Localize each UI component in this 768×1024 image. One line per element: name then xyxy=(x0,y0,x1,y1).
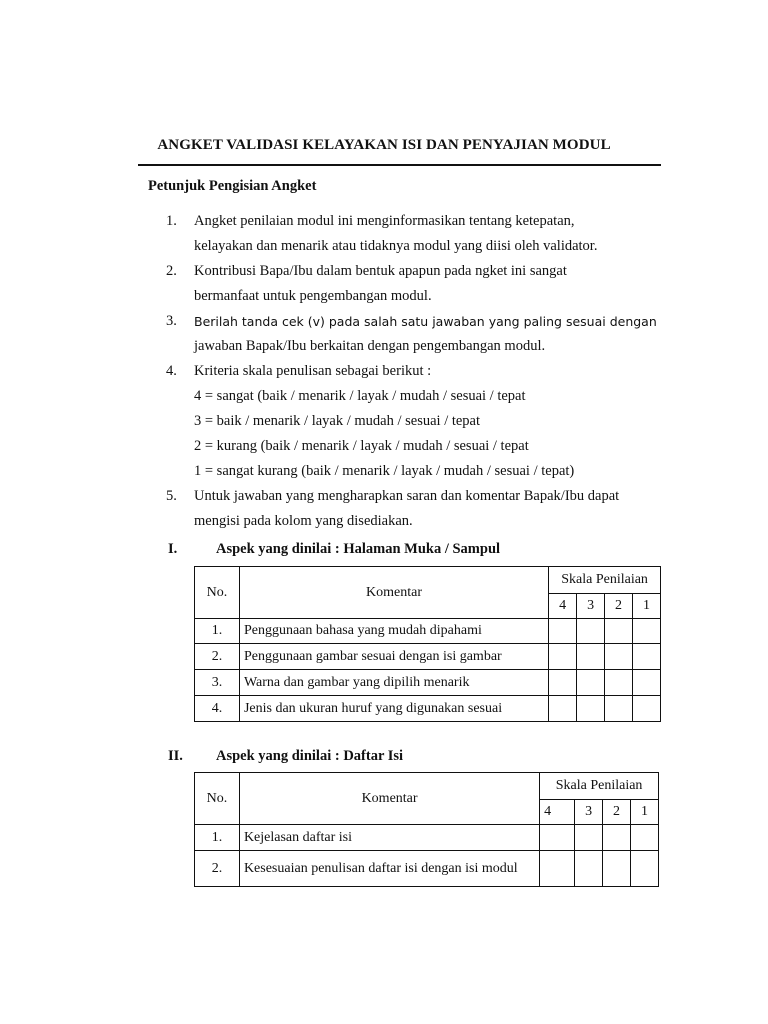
rating-cell-4[interactable] xyxy=(549,619,577,644)
rating-cell-3[interactable] xyxy=(577,696,605,722)
rating-cell-4[interactable] xyxy=(549,670,577,696)
rating-cell-4[interactable] xyxy=(549,696,577,722)
instruction-text: bermanfaat untuk pengembangan modul. xyxy=(194,288,432,304)
rating-cell-2[interactable] xyxy=(603,851,631,887)
table-row xyxy=(195,851,659,887)
instruction-text: kelayakan dan menarik atau tidaknya modul yang diisi oleh validator. xyxy=(194,238,598,254)
scale-value: 3 xyxy=(575,800,603,825)
rating-cell-3[interactable] xyxy=(575,825,603,851)
rating-cell-3[interactable] xyxy=(577,644,605,670)
rating-cell-2[interactable] xyxy=(603,825,631,851)
rating-cell-1[interactable] xyxy=(633,619,661,644)
instruction-number: 5. xyxy=(166,488,177,504)
row-criterion: Warna dan gambar yang dipilih menarik xyxy=(239,670,548,696)
instructions-list xyxy=(166,209,666,534)
row-number: 4. xyxy=(195,696,240,722)
instruction-text: Untuk jawaban yang mengharapkan saran dan komentar Bapak/Ibu dapat xyxy=(194,488,620,504)
rating-cell-1[interactable] xyxy=(633,670,661,696)
scale-criterion: 2 = kurang (baik / menarik / layak / mudah / sesuai / tepat xyxy=(194,438,529,454)
rating-table-cover xyxy=(194,566,661,722)
rating-cell-1[interactable] xyxy=(631,825,659,851)
scale-value: 4 xyxy=(549,594,577,619)
rating-cell-2[interactable] xyxy=(605,696,633,722)
row-criterion: Jenis dan ukuran huruf yang digunakan sesuai xyxy=(239,696,548,722)
scale-value: 1 xyxy=(631,800,659,825)
row-number: 1. xyxy=(195,619,240,644)
rating-cell-4[interactable] xyxy=(540,825,575,851)
instructions-heading: Petunjuk Pengisian Angket xyxy=(148,178,317,194)
column-header-no: No. xyxy=(195,567,240,619)
instruction-item xyxy=(166,259,666,309)
rating-cell-2[interactable] xyxy=(605,644,633,670)
instruction-text: Berilah tanda cek (v) pada salah satu jawaban yang paling sesuai dengan xyxy=(194,314,657,329)
section-heading xyxy=(168,748,403,765)
row-number: 2. xyxy=(195,851,240,887)
scale-value: 2 xyxy=(605,594,633,619)
instruction-text: Kontribusi Bapa/Ibu dalam bentuk apapun pada ngket ini sangat xyxy=(194,263,567,279)
instruction-number: 4. xyxy=(166,363,177,379)
rating-cell-1[interactable] xyxy=(633,644,661,670)
section-title: Aspek yang dinilai : Daftar Isi xyxy=(216,748,404,764)
row-number: 2. xyxy=(195,644,240,670)
instruction-number: 1. xyxy=(166,213,177,229)
title-divider xyxy=(138,164,661,166)
scale-value: 3 xyxy=(577,594,605,619)
rating-cell-4[interactable] xyxy=(549,644,577,670)
rating-table-contents xyxy=(194,772,659,887)
column-header-comment: Komentar xyxy=(239,567,548,619)
scale-criterion: 1 = sangat kurang (baik / menarik / layak / mudah / sesuai / tepat) xyxy=(194,463,575,479)
rating-cell-2[interactable] xyxy=(605,619,633,644)
table-row xyxy=(195,619,661,644)
instruction-item xyxy=(166,209,666,259)
rating-cell-3[interactable] xyxy=(575,851,603,887)
scale-criterion: 3 = baik / menarik / layak / mudah / sesuai / tepat xyxy=(194,413,481,429)
column-header-comment: Komentar xyxy=(239,773,539,825)
row-criterion: Kesesuaian penulisan daftar isi dengan isi modul xyxy=(239,851,539,887)
instruction-item xyxy=(166,484,666,534)
rating-cell-2[interactable] xyxy=(605,670,633,696)
row-criterion: Kejelasan daftar isi xyxy=(239,825,539,851)
rating-cell-1[interactable] xyxy=(633,696,661,722)
instruction-item xyxy=(166,309,666,359)
instruction-text: Kriteria skala penulisan sebagai berikut : xyxy=(194,363,432,379)
rating-cell-4[interactable] xyxy=(540,851,575,887)
instruction-number: 2. xyxy=(166,263,177,279)
rating-cell-1[interactable] xyxy=(631,851,659,887)
column-header-no: No. xyxy=(195,773,240,825)
table-row xyxy=(195,644,661,670)
document-title: ANGKET VALIDASI KELAYAKAN ISI DAN PENYAJIAN MODUL xyxy=(157,137,611,153)
row-criterion: Penggunaan bahasa yang mudah dipahami xyxy=(239,619,548,644)
row-number: 1. xyxy=(195,825,240,851)
column-header-scale: Skala Penilaian xyxy=(540,773,659,800)
section-heading xyxy=(168,541,500,558)
instruction-number: 3. xyxy=(166,313,177,329)
rating-cell-3[interactable] xyxy=(577,670,605,696)
table-row xyxy=(195,696,661,722)
instruction-item xyxy=(166,359,666,484)
instruction-text: Angket penilaian modul ini menginformasikan tentang ketepatan, xyxy=(194,213,575,229)
column-header-scale: Skala Penilaian xyxy=(549,567,661,594)
scale-value: 1 xyxy=(633,594,661,619)
scale-value: 2 xyxy=(603,800,631,825)
section-number: I. xyxy=(168,541,178,557)
row-criterion: Penggunaan gambar sesuai dengan isi gambar xyxy=(239,644,548,670)
instruction-text: mengisi pada kolom yang disediakan. xyxy=(194,513,413,529)
table-row xyxy=(195,825,659,851)
section-number: II. xyxy=(168,748,183,764)
scale-criterion: 4 = sangat (baik / menarik / layak / mudah / sesuai / tepat xyxy=(194,388,526,404)
scale-value: 4 xyxy=(540,800,575,825)
section-title: Aspek yang dinilai : Halaman Muka / Sampul xyxy=(216,541,501,557)
row-number: 3. xyxy=(195,670,240,696)
rating-cell-3[interactable] xyxy=(577,619,605,644)
instruction-text: jawaban Bapak/Ibu berkaitan dengan pengembangan modul. xyxy=(194,338,546,354)
table-row xyxy=(195,670,661,696)
